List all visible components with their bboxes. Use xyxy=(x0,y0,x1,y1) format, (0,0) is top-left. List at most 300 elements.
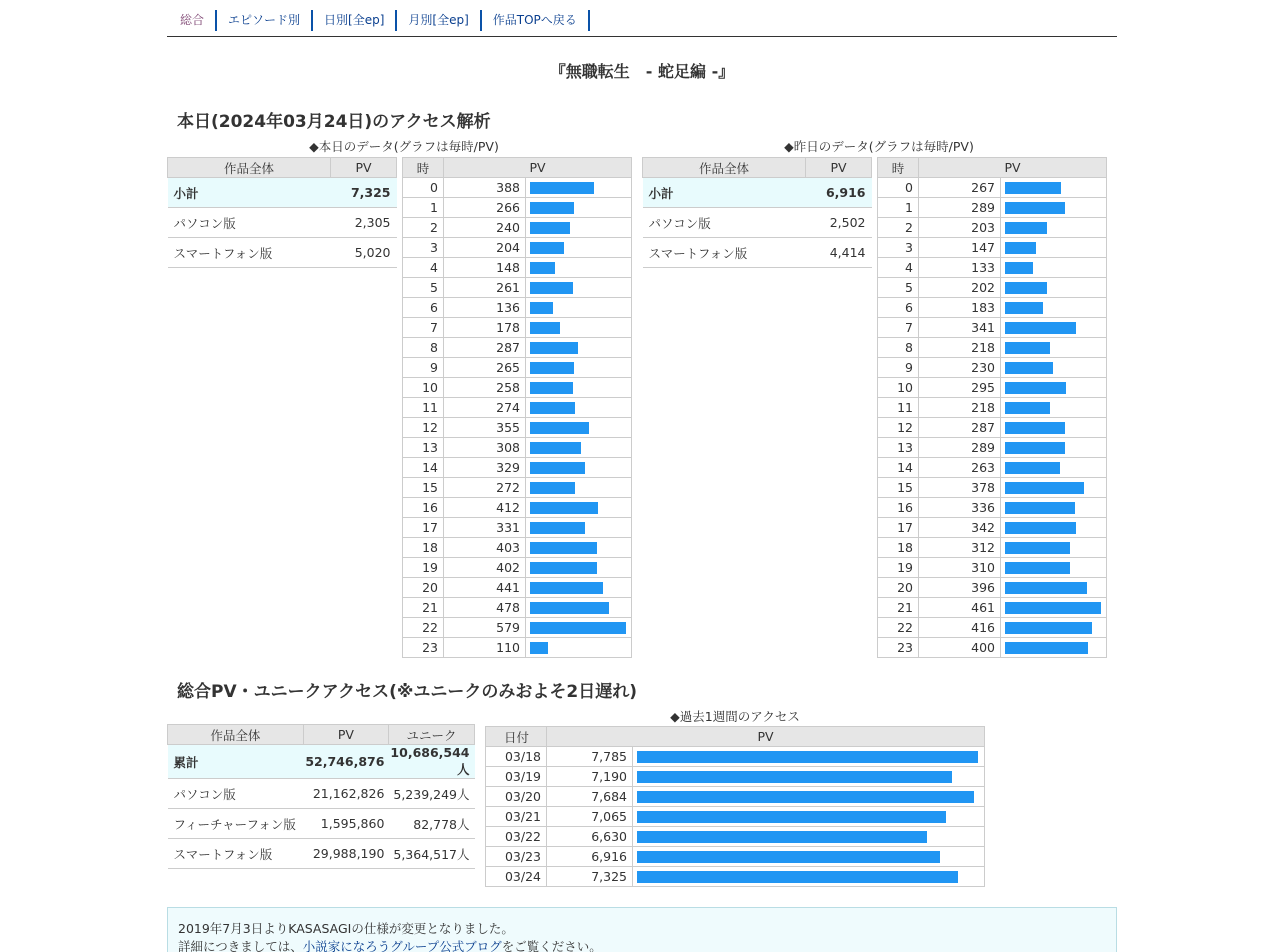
hourly-row xyxy=(403,558,632,578)
pv-bar xyxy=(1005,502,1075,514)
bar-cell xyxy=(1001,438,1107,458)
hour-cell: 16 xyxy=(403,498,444,518)
col-header-work: 作品全体 xyxy=(168,725,304,745)
row-label: パソコン版 xyxy=(168,779,304,809)
pv-cell: 7,065 xyxy=(547,807,633,827)
pv-cell: 308 xyxy=(444,438,526,458)
hourly-row xyxy=(403,218,632,238)
pv-cell: 342 xyxy=(919,518,1001,538)
pv-cell: 7,785 xyxy=(547,747,633,767)
summary-row-smartphone xyxy=(168,238,397,268)
pv-bar xyxy=(1005,382,1066,394)
pv-bar xyxy=(530,502,598,514)
row-label: 小計 xyxy=(643,178,806,208)
pv-cell: 183 xyxy=(919,298,1001,318)
pv-bar xyxy=(530,442,581,454)
row-label: スマートフォン版 xyxy=(168,238,331,268)
today-caption: ◆本日のデータ(グラフは毎時/PV) xyxy=(309,139,499,154)
bar-cell xyxy=(1001,558,1107,578)
date-cell: 03/18 xyxy=(486,747,547,767)
row-unique: 5,239,249人 xyxy=(388,779,474,809)
yesterday-summary-table xyxy=(642,157,872,268)
pv-cell: 218 xyxy=(919,338,1001,358)
analytics-tab-bar xyxy=(167,10,1117,37)
hourly-row xyxy=(403,618,632,638)
bar-cell xyxy=(526,238,632,258)
hour-cell: 15 xyxy=(403,478,444,498)
pv-cell: 258 xyxy=(444,378,526,398)
pv-bar xyxy=(1005,542,1070,554)
hourly-row xyxy=(403,538,632,558)
pv-cell: 265 xyxy=(444,358,526,378)
hourly-row xyxy=(403,458,632,478)
row-pv: 5,020 xyxy=(331,238,397,268)
pv-bar xyxy=(530,322,560,334)
row-unique: 5,364,517人 xyxy=(388,839,474,869)
week-row xyxy=(486,747,985,767)
bar-cell xyxy=(526,538,632,558)
pv-bar xyxy=(530,222,570,234)
hour-cell: 12 xyxy=(878,418,919,438)
week-row xyxy=(486,847,985,867)
hourly-row xyxy=(403,638,632,658)
col-header-hour: 時 xyxy=(878,158,919,178)
bar-cell xyxy=(633,827,985,847)
date-cell: 03/23 xyxy=(486,847,547,867)
pv-bar xyxy=(1005,622,1092,634)
hour-cell: 5 xyxy=(403,278,444,298)
hourly-row xyxy=(878,218,1107,238)
hourly-row xyxy=(403,318,632,338)
col-header-work: 作品全体 xyxy=(168,158,331,178)
pv-bar xyxy=(637,751,978,763)
notice-line-2 xyxy=(178,938,1106,952)
hourly-row xyxy=(403,198,632,218)
hourly-row xyxy=(878,458,1107,478)
row-label: 累計 xyxy=(168,745,304,779)
bar-cell xyxy=(526,458,632,478)
date-cell: 03/21 xyxy=(486,807,547,827)
pv-bar xyxy=(530,202,574,214)
pv-bar xyxy=(1005,222,1047,234)
hourly-row xyxy=(878,478,1107,498)
col-header-pv: PV xyxy=(547,727,985,747)
hour-cell: 7 xyxy=(403,318,444,338)
hour-cell: 9 xyxy=(878,358,919,378)
pv-bar xyxy=(1005,202,1065,214)
bar-cell xyxy=(1001,238,1107,258)
hour-cell: 11 xyxy=(878,398,919,418)
col-header-work: 作品全体 xyxy=(643,158,806,178)
hour-cell: 3 xyxy=(403,238,444,258)
hour-cell: 20 xyxy=(878,578,919,598)
pv-bar xyxy=(1005,482,1084,494)
hour-cell: 3 xyxy=(878,238,919,258)
hour-cell: 0 xyxy=(403,178,444,198)
hour-cell: 19 xyxy=(403,558,444,578)
hourly-row xyxy=(878,298,1107,318)
row-label: フィーチャーフォン版 xyxy=(168,809,304,839)
bar-cell xyxy=(1001,518,1107,538)
pv-bar xyxy=(1005,462,1060,474)
hourly-row xyxy=(878,538,1107,558)
pv-bar xyxy=(637,831,927,843)
hourly-row xyxy=(878,358,1107,378)
bar-cell xyxy=(633,787,985,807)
row-pv: 2,305 xyxy=(331,208,397,238)
bar-cell xyxy=(526,358,632,378)
pv-bar xyxy=(637,791,974,803)
pv-bar xyxy=(1005,582,1087,594)
pv-bar xyxy=(1005,422,1065,434)
pv-cell: 266 xyxy=(444,198,526,218)
pv-bar xyxy=(1005,522,1076,534)
hour-cell: 14 xyxy=(878,458,919,478)
pv-cell: 579 xyxy=(444,618,526,638)
bar-cell xyxy=(1001,478,1107,498)
hour-cell: 22 xyxy=(403,618,444,638)
row-pv: 1,595,860 xyxy=(303,809,388,839)
summary-row-subtotal xyxy=(643,178,872,208)
pv-cell: 331 xyxy=(444,518,526,538)
pv-cell: 341 xyxy=(919,318,1001,338)
bar-cell xyxy=(526,178,632,198)
hour-cell: 8 xyxy=(403,338,444,358)
total-row-cumulative xyxy=(168,745,475,779)
pv-cell: 7,190 xyxy=(547,767,633,787)
bar-cell xyxy=(526,338,632,358)
pv-cell: 240 xyxy=(444,218,526,238)
pv-cell: 7,325 xyxy=(547,867,633,887)
hour-cell: 13 xyxy=(403,438,444,458)
week-row xyxy=(486,787,985,807)
total-section-heading: 総合PV・ユニークアクセス(※ユニークのみおよそ2日遅れ) xyxy=(177,682,637,702)
pv-cell: 274 xyxy=(444,398,526,418)
hour-cell: 9 xyxy=(403,358,444,378)
pv-cell: 336 xyxy=(919,498,1001,518)
total-row-pc xyxy=(168,779,475,809)
pv-bar xyxy=(1005,282,1047,294)
pv-cell: 295 xyxy=(919,378,1001,398)
bar-cell xyxy=(526,218,632,238)
hourly-row xyxy=(403,358,632,378)
today-section-heading: 本日(2024年03月24日)のアクセス解析 xyxy=(177,112,491,132)
pv-bar xyxy=(1005,442,1065,454)
bar-cell xyxy=(1001,318,1107,338)
bar-cell xyxy=(526,378,632,398)
pv-cell: 261 xyxy=(444,278,526,298)
bar-cell xyxy=(633,807,985,827)
bar-cell xyxy=(1001,418,1107,438)
week-row xyxy=(486,827,985,847)
hourly-row xyxy=(878,558,1107,578)
pv-cell: 478 xyxy=(444,598,526,618)
pv-cell: 388 xyxy=(444,178,526,198)
row-unique: 10,686,544人 xyxy=(388,745,474,779)
yesterday-caption: ◆昨日のデータ(グラフは毎時/PV) xyxy=(784,139,974,154)
hour-cell: 12 xyxy=(403,418,444,438)
bar-cell xyxy=(633,847,985,867)
pv-cell: 378 xyxy=(919,478,1001,498)
hour-cell: 11 xyxy=(403,398,444,418)
bar-cell xyxy=(526,638,632,658)
bar-cell xyxy=(526,198,632,218)
bar-cell xyxy=(633,747,985,767)
bar-cell xyxy=(526,558,632,578)
pv-cell: 133 xyxy=(919,258,1001,278)
official-blog-link[interactable]: 小説家になろうグループ公式ブログ xyxy=(302,939,502,952)
pv-cell: 6,630 xyxy=(547,827,633,847)
hourly-row xyxy=(403,298,632,318)
hour-cell: 1 xyxy=(878,198,919,218)
spec-change-notice xyxy=(167,907,1117,952)
pv-bar xyxy=(530,282,573,294)
pv-cell: 147 xyxy=(919,238,1001,258)
hourly-row xyxy=(878,418,1107,438)
row-pv: 52,746,876 xyxy=(303,745,388,779)
hour-cell: 1 xyxy=(403,198,444,218)
pv-bar xyxy=(1005,642,1088,654)
pv-bar xyxy=(1005,322,1076,334)
pv-bar xyxy=(1005,302,1043,314)
hourly-row xyxy=(403,438,632,458)
col-header-pv: PV xyxy=(444,158,632,178)
date-cell: 03/20 xyxy=(486,787,547,807)
bar-cell xyxy=(1001,298,1107,318)
bar-cell xyxy=(526,298,632,318)
bar-cell xyxy=(526,278,632,298)
tab-overall[interactable]: 総合 xyxy=(167,10,217,31)
pv-bar xyxy=(1005,262,1033,274)
hourly-row xyxy=(878,338,1107,358)
pv-bar xyxy=(530,242,564,254)
row-pv: 6,916 xyxy=(806,178,872,208)
pv-bar xyxy=(530,182,594,194)
hourly-row xyxy=(878,638,1107,658)
pv-bar xyxy=(530,622,626,634)
hour-cell: 5 xyxy=(878,278,919,298)
hourly-row xyxy=(403,598,632,618)
hourly-row xyxy=(878,198,1107,218)
hourly-row xyxy=(878,598,1107,618)
pv-bar xyxy=(1005,182,1061,194)
hourly-row xyxy=(878,278,1107,298)
bar-cell xyxy=(1001,258,1107,278)
hourly-row xyxy=(403,238,632,258)
hourly-row xyxy=(403,278,632,298)
total-access-table xyxy=(167,724,475,869)
hourly-row xyxy=(878,398,1107,418)
pv-bar xyxy=(530,542,597,554)
pv-bar xyxy=(530,602,609,614)
bar-cell xyxy=(1001,578,1107,598)
hour-cell: 21 xyxy=(878,598,919,618)
hour-cell: 13 xyxy=(878,438,919,458)
pv-cell: 6,916 xyxy=(547,847,633,867)
pv-cell: 218 xyxy=(919,398,1001,418)
hourly-row xyxy=(403,418,632,438)
hourly-row xyxy=(878,378,1107,398)
hourly-row xyxy=(878,578,1107,598)
week-caption: ◆過去1週間のアクセス xyxy=(670,709,800,724)
bar-cell xyxy=(1001,638,1107,658)
pv-bar xyxy=(637,811,946,823)
pv-bar xyxy=(1005,242,1036,254)
bar-cell xyxy=(1001,278,1107,298)
pv-cell: 203 xyxy=(919,218,1001,238)
hour-cell: 19 xyxy=(878,558,919,578)
bar-cell xyxy=(526,578,632,598)
hour-cell: 10 xyxy=(403,378,444,398)
hour-cell: 0 xyxy=(878,178,919,198)
hourly-row xyxy=(878,238,1107,258)
hour-cell: 2 xyxy=(878,218,919,238)
hour-cell: 18 xyxy=(878,538,919,558)
bar-cell xyxy=(1001,458,1107,478)
hourly-row xyxy=(878,518,1107,538)
pv-bar xyxy=(530,582,603,594)
pv-bar xyxy=(530,382,573,394)
date-cell: 03/22 xyxy=(486,827,547,847)
hour-cell: 14 xyxy=(403,458,444,478)
pv-bar xyxy=(530,462,585,474)
pv-bar xyxy=(530,402,575,414)
week-row xyxy=(486,807,985,827)
hourly-row xyxy=(403,258,632,278)
bar-cell xyxy=(526,518,632,538)
hour-cell: 17 xyxy=(878,518,919,538)
pv-bar xyxy=(1005,602,1101,614)
bar-cell xyxy=(526,418,632,438)
hour-cell: 21 xyxy=(403,598,444,618)
pv-bar xyxy=(530,642,548,654)
pv-cell: 396 xyxy=(919,578,1001,598)
notice-text-before: 詳細につきましては、 xyxy=(178,939,303,952)
hour-cell: 18 xyxy=(403,538,444,558)
hour-cell: 2 xyxy=(403,218,444,238)
week-row xyxy=(486,767,985,787)
row-label: パソコン版 xyxy=(643,208,806,238)
date-cell: 03/19 xyxy=(486,767,547,787)
hour-cell: 20 xyxy=(403,578,444,598)
col-header-hour: 時 xyxy=(403,158,444,178)
hourly-row xyxy=(403,518,632,538)
row-label: 小計 xyxy=(168,178,331,208)
bar-cell xyxy=(526,478,632,498)
date-cell: 03/24 xyxy=(486,867,547,887)
bar-cell xyxy=(1001,198,1107,218)
summary-row-subtotal xyxy=(168,178,397,208)
row-label: パソコン版 xyxy=(168,208,331,238)
hourly-row xyxy=(403,578,632,598)
pv-cell: 400 xyxy=(919,638,1001,658)
weekly-access-table xyxy=(485,726,985,887)
pv-cell: 287 xyxy=(919,418,1001,438)
pv-cell: 7,684 xyxy=(547,787,633,807)
pv-bar xyxy=(530,262,555,274)
hour-cell: 7 xyxy=(878,318,919,338)
pv-cell: 202 xyxy=(919,278,1001,298)
row-pv: 21,162,826 xyxy=(303,779,388,809)
col-header-unique: ユニーク xyxy=(388,725,474,745)
pv-cell: 403 xyxy=(444,538,526,558)
pv-cell: 402 xyxy=(444,558,526,578)
pv-bar xyxy=(1005,402,1050,414)
notice-text-after: をご覧ください。 xyxy=(501,939,602,952)
bar-cell xyxy=(1001,398,1107,418)
bar-cell xyxy=(1001,618,1107,638)
row-unique: 82,778人 xyxy=(388,809,474,839)
bar-cell xyxy=(526,598,632,618)
pv-cell: 312 xyxy=(919,538,1001,558)
hour-cell: 23 xyxy=(403,638,444,658)
notice-line-1: 2019年7月3日よりKASASAGIの仕様が変更となりました。 xyxy=(178,921,514,936)
hourly-row xyxy=(403,338,632,358)
pv-cell: 136 xyxy=(444,298,526,318)
pv-bar xyxy=(637,851,940,863)
tab-daily[interactable]: 日別[全ep] xyxy=(313,10,397,31)
pv-cell: 230 xyxy=(919,358,1001,378)
summary-row-pc xyxy=(168,208,397,238)
hourly-row xyxy=(403,178,632,198)
row-pv: 4,414 xyxy=(806,238,872,268)
col-header-pv: PV xyxy=(331,158,397,178)
bar-cell xyxy=(633,867,985,887)
pv-cell: 310 xyxy=(919,558,1001,578)
pv-bar xyxy=(530,522,585,534)
hourly-row xyxy=(878,318,1107,338)
pv-bar xyxy=(530,302,553,314)
bar-cell xyxy=(1001,378,1107,398)
row-pv: 29,988,190 xyxy=(303,839,388,869)
total-row-smartphone xyxy=(168,839,475,869)
week-row xyxy=(486,867,985,887)
bar-cell xyxy=(1001,498,1107,518)
summary-row-pc xyxy=(643,208,872,238)
tab-by-episode[interactable]: エピソード別 xyxy=(217,10,313,31)
pv-bar xyxy=(1005,562,1070,574)
hour-cell: 23 xyxy=(878,638,919,658)
hourly-row xyxy=(878,498,1107,518)
row-label: スマートフォン版 xyxy=(643,238,806,268)
summary-row-smartphone xyxy=(643,238,872,268)
tab-back-to-work-top[interactable]: 作品TOPへ戻る xyxy=(482,10,590,31)
pv-cell: 267 xyxy=(919,178,1001,198)
bar-cell xyxy=(526,498,632,518)
pv-cell: 461 xyxy=(919,598,1001,618)
hour-cell: 16 xyxy=(878,498,919,518)
pv-cell: 355 xyxy=(444,418,526,438)
pv-cell: 287 xyxy=(444,338,526,358)
hour-cell: 8 xyxy=(878,338,919,358)
row-pv: 2,502 xyxy=(806,208,872,238)
pv-cell: 289 xyxy=(919,438,1001,458)
hour-cell: 4 xyxy=(878,258,919,278)
pv-cell: 204 xyxy=(444,238,526,258)
bar-cell xyxy=(1001,358,1107,378)
pv-bar xyxy=(530,562,597,574)
pv-cell: 416 xyxy=(919,618,1001,638)
bar-cell xyxy=(526,258,632,278)
pv-bar xyxy=(530,482,575,494)
total-row-feature-phone xyxy=(168,809,475,839)
pv-cell: 178 xyxy=(444,318,526,338)
bar-cell xyxy=(1001,538,1107,558)
pv-cell: 289 xyxy=(919,198,1001,218)
tab-monthly[interactable]: 月別[全ep] xyxy=(397,10,481,31)
pv-bar xyxy=(530,362,574,374)
yesterday-hourly-table xyxy=(877,157,1107,658)
